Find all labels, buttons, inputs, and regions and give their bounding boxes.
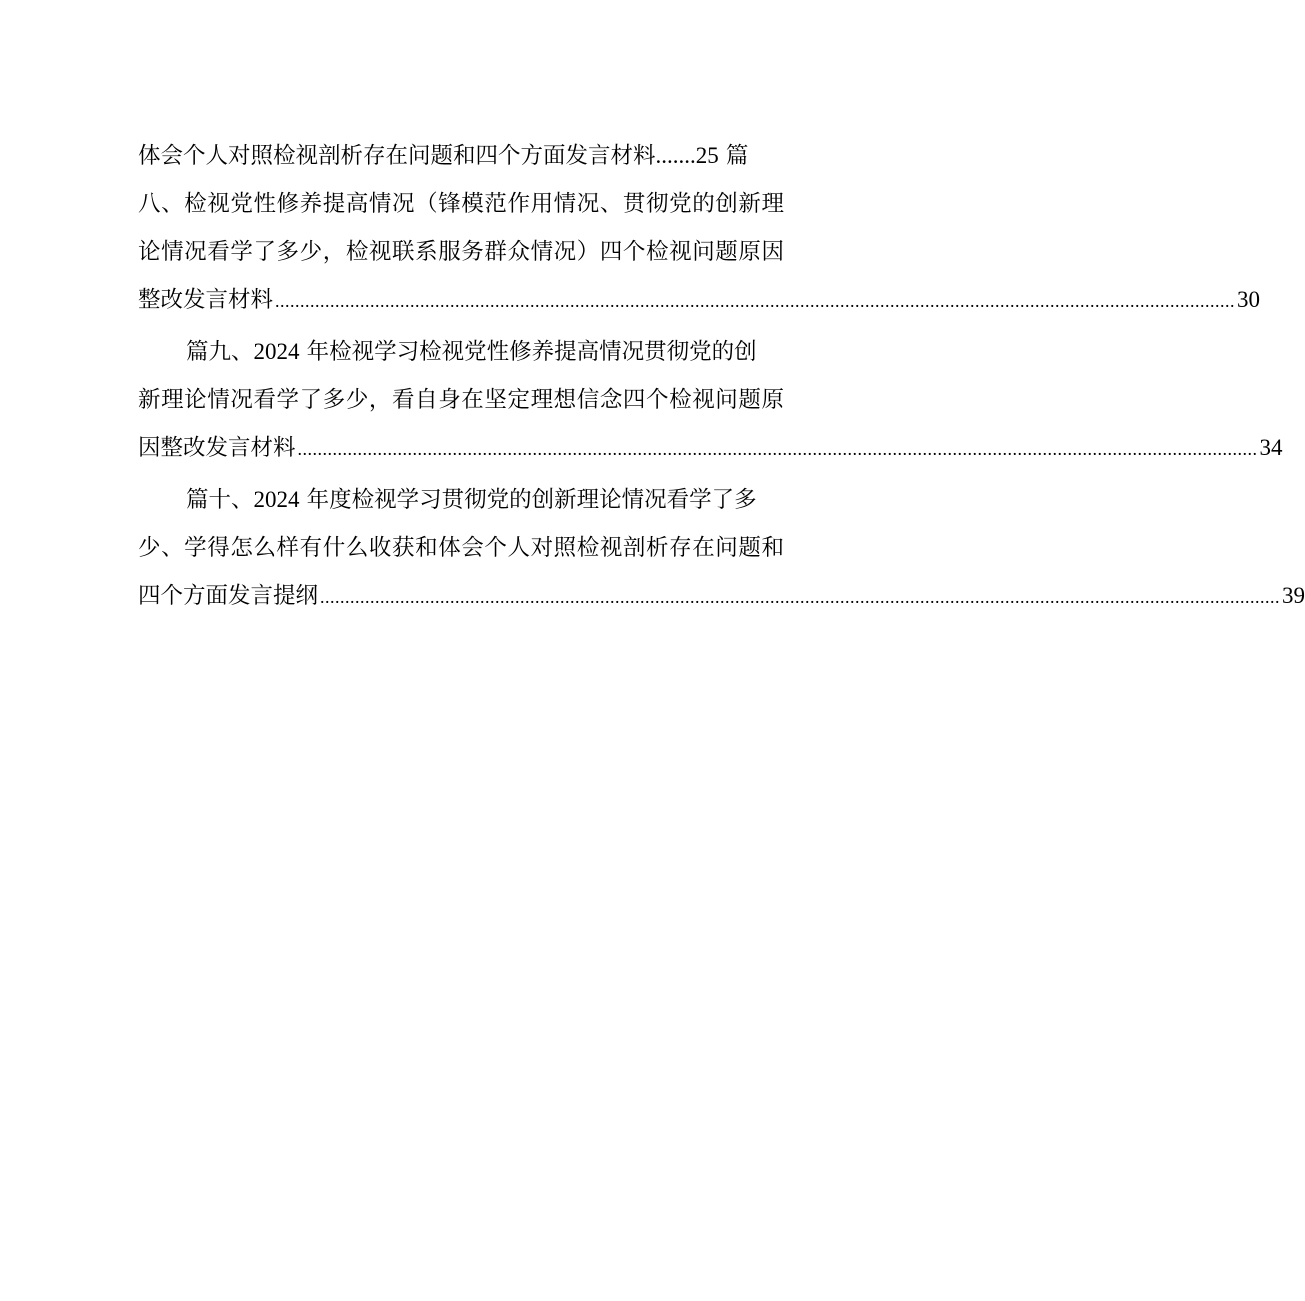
toc-page-number: 30 [1237, 287, 1261, 312]
toc-leader-dots: ................................................................................................................................................................................................ [275, 291, 1236, 311]
toc-entry-text: 因整改发言材料 [138, 435, 296, 461]
toc-entry-text: 篇 [718, 143, 749, 169]
toc-entry-text: 少、学得怎么样有什么收获和体会个人对照检视剖析存在问题和 [138, 535, 784, 561]
toc-line [138, 228, 784, 276]
toc-entry-prefix: 篇十、 [186, 487, 254, 513]
toc-leader-dots: ....... [655, 143, 696, 168]
toc-entry-text: 年检视学习检视党性修养提高情况贯彻党的创 [299, 339, 757, 365]
toc-entry-text: 整改发言材料 [138, 287, 274, 313]
toc-page-number: 34 [1259, 435, 1283, 460]
toc-entry-text: 四个方面发言提纲 [138, 583, 319, 609]
toc-entry-text: 体会个人对照检视剖析存在问题和四个方面发言材料 [138, 143, 656, 169]
toc-year: 2024 [253, 487, 300, 512]
toc-page-number[interactable]: 25 [695, 143, 719, 168]
toc-line [138, 524, 784, 572]
toc-line [138, 180, 784, 228]
toc-entry-text: 论情况看学了多少，检视联系服务群众情况）四个检视问题原因 [138, 239, 784, 265]
table-of-contents [138, 132, 1305, 620]
toc-line [138, 328, 784, 376]
toc-entry-text: 新理论情况看学了多少，看自身在坚定理想信念四个检视问题原 [138, 387, 784, 413]
toc-entry-9-link[interactable] [138, 424, 1283, 472]
toc-entry-8-link[interactable] [138, 276, 1261, 324]
toc-entry-10-link[interactable] [138, 572, 1305, 620]
toc-leader-dots: ................................................................................................................................................................................................ [297, 439, 1258, 459]
toc-entry-prefix: 篇九、 [186, 339, 254, 365]
toc-line [138, 132, 784, 180]
toc-page-number: 39 [1282, 583, 1305, 608]
toc-leader-dots: ................................................................................................................................................................................................ [320, 587, 1281, 607]
toc-entry-text: 八、检视党性修养提高情况（锋模范作用情况、贯彻党的创新理 [138, 191, 784, 217]
toc-line [138, 476, 784, 524]
toc-entry-text: 年度检视学习贯彻党的创新理论情况看学了多 [299, 487, 757, 513]
toc-year: 2024 [253, 339, 300, 364]
toc-line [138, 376, 784, 424]
